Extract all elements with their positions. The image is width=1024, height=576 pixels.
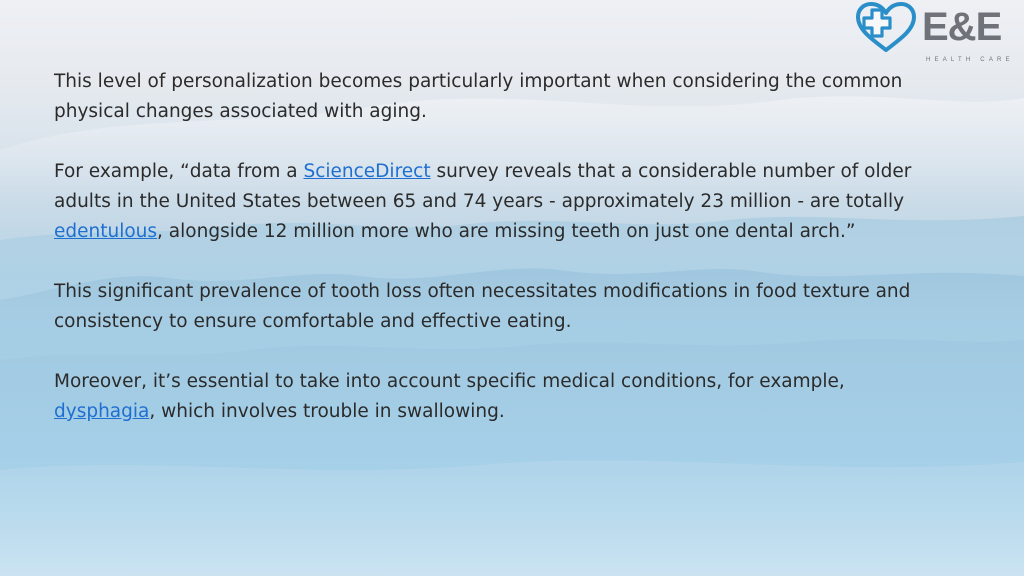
logo-wordmark: E&E xyxy=(922,5,1002,49)
paragraph xyxy=(54,367,924,427)
paragraph xyxy=(54,277,924,337)
paragraph xyxy=(54,157,924,247)
heart-cross-icon xyxy=(850,2,922,54)
paragraph-text: This level of personalization becomes particularly important when considering the common physical changes associated with aging. xyxy=(54,71,903,122)
paragraph-text: survey reveals that a considerable number of older adults in the United States between 65 and 74 years - approximately 23 million - are totally xyxy=(54,161,912,212)
link-dysphagia[interactable]: dysphagia xyxy=(54,401,150,422)
company-logo xyxy=(850,2,1020,68)
paragraph-text: , which involves trouble in swallowing. xyxy=(149,401,505,422)
logo-tagline: HEALTH CARE xyxy=(926,57,1014,63)
body-text xyxy=(54,67,924,457)
paragraph-text: Moreover, it’s essential to take into account specific medical conditions, for example, xyxy=(54,371,845,392)
link-edentulous[interactable]: edentulous xyxy=(54,221,158,242)
paragraph xyxy=(54,67,924,127)
paragraph-text: This significant prevalence of tooth loss often necessitates modifications in food texture and consistency to ensure comfortable and effective eating. xyxy=(54,281,911,332)
paragraph-text: , alongside 12 million more who are missing teeth on just one dental arch.” xyxy=(157,221,856,242)
link-sciencedirect[interactable]: ScienceDirect xyxy=(303,161,431,182)
paragraph-text: For example, “data from a xyxy=(54,161,304,182)
